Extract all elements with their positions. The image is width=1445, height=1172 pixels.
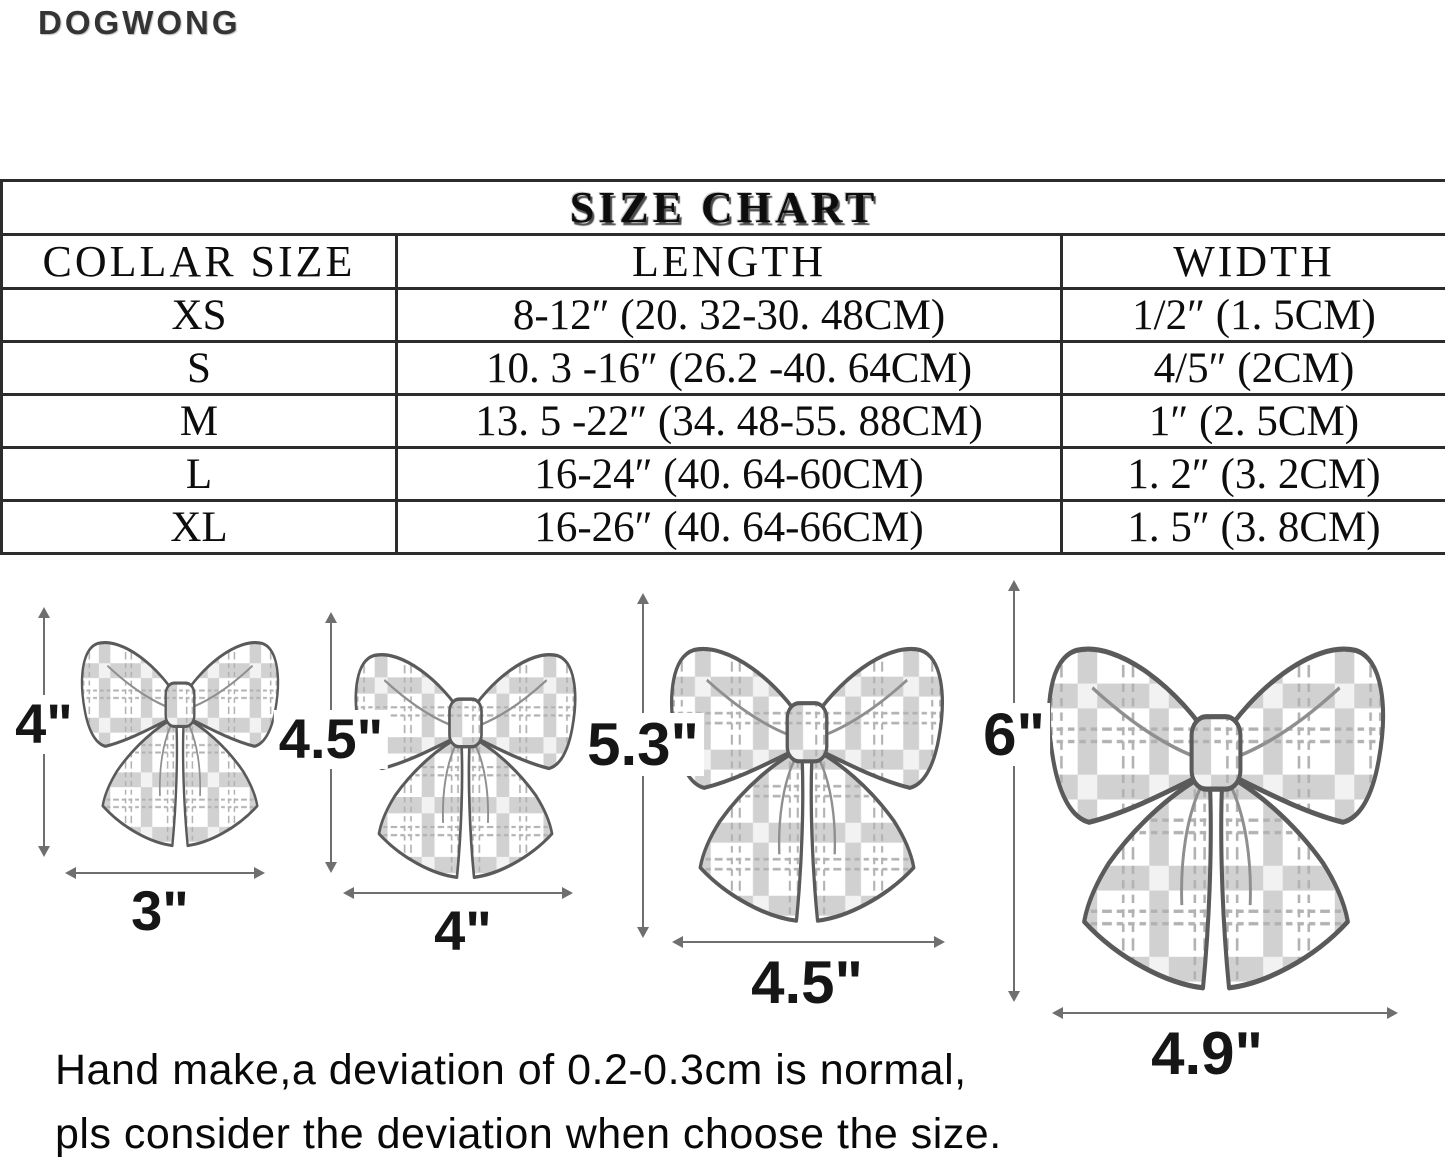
width-arrow bbox=[348, 892, 568, 894]
table-title-row bbox=[2, 181, 1445, 235]
height-label: 4.5" bbox=[274, 710, 388, 769]
cell-size: L bbox=[2, 448, 397, 501]
bow-figure-m bbox=[587, 585, 960, 1035]
table-header-row bbox=[2, 235, 1445, 289]
cell-width: 4/5″ (2CM) bbox=[1062, 342, 1445, 395]
column-header-width: WIDTH bbox=[1062, 235, 1445, 289]
width-label: 4" bbox=[429, 902, 497, 961]
table-row-m bbox=[2, 395, 1445, 448]
footnote-line-1: Hand make,a deviation of 0.2-0.3cm is normal, bbox=[55, 1046, 967, 1094]
height-label: 5.3" bbox=[582, 713, 704, 776]
cell-width: 1. 5″ (3. 8CM) bbox=[1062, 501, 1445, 554]
bow-figure-l bbox=[985, 575, 1425, 1105]
width-label: 4.5" bbox=[746, 951, 868, 1014]
size-chart-table bbox=[0, 179, 1445, 555]
width-label: 4.9" bbox=[1146, 1022, 1268, 1085]
table-row-l bbox=[2, 448, 1445, 501]
plaid-bow-icon bbox=[75, 600, 285, 848]
height-label: 4" bbox=[10, 695, 78, 754]
cell-length: 13. 5 -22″ (34. 48-55. 88CM) bbox=[397, 395, 1062, 448]
footnote-line-2: pls consider the deviation when choose the size. bbox=[55, 1110, 1002, 1158]
cell-length: 10. 3 -16″ (26.2 -40. 64CM) bbox=[397, 342, 1062, 395]
cell-size: XL bbox=[2, 501, 397, 554]
bow-figure-s bbox=[278, 600, 595, 975]
width-label: 3" bbox=[126, 882, 194, 941]
cell-size: XS bbox=[2, 289, 397, 342]
cell-length: 8-12″ (20. 32-30. 48CM) bbox=[397, 289, 1062, 342]
cell-width: 1″ (2. 5CM) bbox=[1062, 395, 1445, 448]
table-row-xl bbox=[2, 501, 1445, 554]
cell-size: S bbox=[2, 342, 397, 395]
width-arrow bbox=[677, 941, 940, 943]
plaid-bow-icon bbox=[1037, 578, 1395, 992]
cell-width: 1. 2″ (3. 2CM) bbox=[1062, 448, 1445, 501]
cell-length: 16-26″ (40. 64-66CM) bbox=[397, 501, 1062, 554]
height-label: 6" bbox=[978, 703, 1050, 766]
width-arrow bbox=[1057, 1012, 1393, 1014]
size-chart-title: SIZE CHART bbox=[2, 181, 1445, 235]
cell-length: 16-24″ (40. 64-60CM) bbox=[397, 448, 1062, 501]
brand-logo: DOGWONG bbox=[38, 4, 241, 41]
table-row-xs bbox=[2, 289, 1445, 342]
plaid-bow-icon bbox=[662, 592, 952, 924]
column-header-collar-size: COLLAR SIZE bbox=[2, 235, 397, 289]
column-header-length: LENGTH bbox=[397, 235, 1062, 289]
bow-figure-xs bbox=[15, 595, 310, 942]
width-arrow bbox=[70, 872, 260, 874]
height-arrow bbox=[1013, 585, 1015, 997]
table-row-s bbox=[2, 342, 1445, 395]
cell-width: 1/2″ (1. 5CM) bbox=[1062, 289, 1445, 342]
cell-size: M bbox=[2, 395, 397, 448]
